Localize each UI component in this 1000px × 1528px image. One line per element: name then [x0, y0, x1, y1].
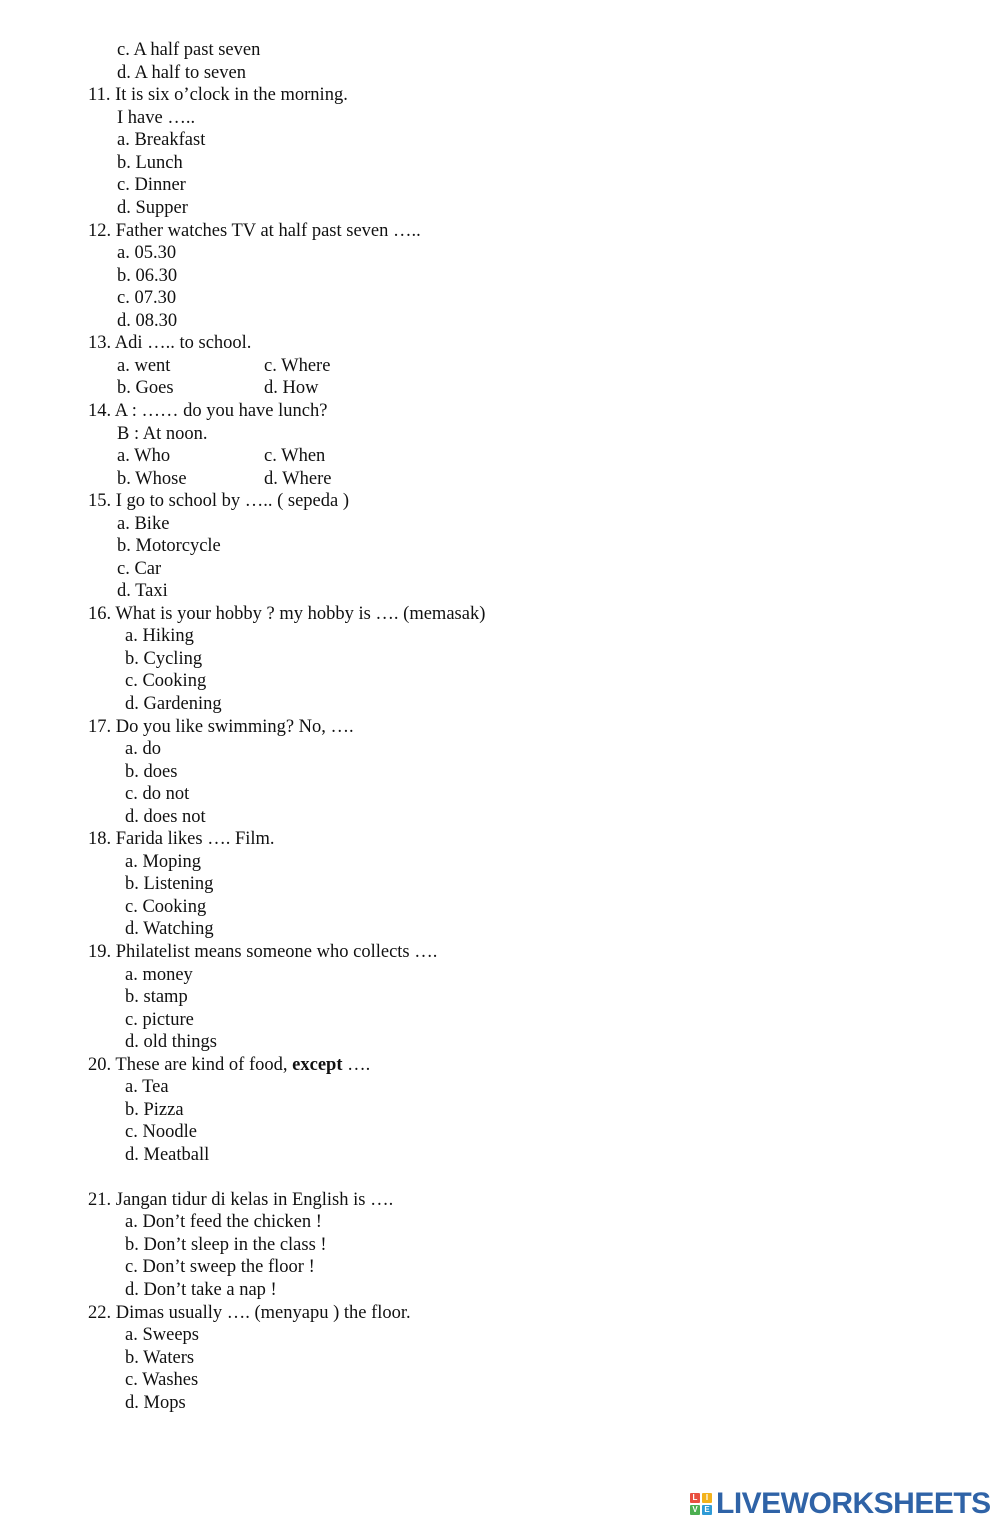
option-line: c. Washes — [125, 1370, 199, 1390]
liveworksheets-logo — [690, 1487, 991, 1521]
option-line: c. When — [264, 446, 326, 466]
option-line: d. Watching — [125, 919, 214, 939]
option-line: d. Where — [264, 469, 332, 489]
logo-square: E — [702, 1505, 712, 1515]
option-line: c. Cooking — [125, 897, 207, 917]
option-line: c. 07.30 — [117, 288, 177, 308]
question-text: 20. These are kind of food, — [88, 1055, 293, 1075]
emphasis-text: except — [292, 1055, 343, 1075]
option-line: d. Taxi — [117, 581, 168, 601]
option-line: a. Moping — [125, 852, 202, 872]
question-20 — [88, 1054, 370, 1076]
option-line: b. Pizza — [125, 1100, 184, 1120]
option-line: c. Dinner — [117, 175, 186, 195]
option-line: b. Listening — [125, 874, 214, 894]
option-line: a. do — [125, 739, 161, 759]
question-text: …. — [342, 1055, 371, 1075]
option-line: c. Where — [264, 356, 331, 376]
question-18: 18. Farida likes …. Film. — [88, 829, 275, 849]
option-line: d. 08.30 — [117, 311, 178, 331]
option-line: a. Hiking — [125, 626, 194, 646]
option-line: a. money — [125, 965, 193, 985]
question-22: 22. Dimas usually …. (menyapu ) the floor. — [88, 1303, 411, 1323]
option-line: d. Supper — [117, 198, 188, 218]
question-12: 12. Father watches TV at half past seven ….. — [88, 221, 421, 241]
option-line: b. Don’t sleep in the class ! — [125, 1235, 327, 1255]
option-line: c. Noodle — [125, 1122, 197, 1142]
option-line: a. Breakfast — [117, 130, 206, 150]
option-line: d. Meatball — [125, 1145, 210, 1165]
question-11: 11. It is six o’clock in the morning. — [88, 85, 348, 105]
option-line: b. Lunch — [117, 153, 183, 173]
option-line: c. A half past seven — [117, 40, 261, 60]
option-line: d. Mops — [125, 1393, 186, 1413]
question-17: 17. Do you like swimming? No, …. — [88, 717, 354, 737]
option-line: a. Bike — [117, 514, 170, 534]
logo-square: I — [702, 1493, 712, 1503]
option-line: b. Goes — [117, 378, 174, 398]
option-line: a. Who — [117, 446, 171, 466]
option-line: d. Gardening — [125, 694, 222, 714]
option-line: d. How — [264, 378, 319, 398]
question-15: 15. I go to school by ….. ( sepeda ) — [88, 491, 350, 511]
option-line: c. Cooking — [125, 671, 207, 691]
question-14: 14. A : …… do you have lunch? — [88, 401, 328, 421]
option-line: a. Don’t feed the chicken ! — [125, 1212, 322, 1232]
question-16: 16. What is your hobby ? my hobby is …. (memasak) — [88, 604, 486, 624]
option-line: b. Motorcycle — [117, 536, 221, 556]
option-line: c. Don’t sweep the floor ! — [125, 1257, 315, 1277]
option-line: c. Car — [117, 559, 162, 579]
option-line: d. Don’t take a nap ! — [125, 1280, 277, 1300]
option-line: b. stamp — [125, 987, 188, 1007]
option-line: a. went — [117, 356, 171, 376]
option-line: b. 06.30 — [117, 266, 178, 286]
option-line: b. Waters — [125, 1348, 195, 1368]
question-line: I have ….. — [117, 108, 196, 128]
option-line: d. A half to seven — [117, 63, 246, 83]
option-line: a. 05.30 — [117, 243, 177, 263]
logo-mark-icon — [690, 1493, 712, 1515]
option-line: a. Tea — [125, 1077, 169, 1097]
option-line: d. does not — [125, 807, 206, 827]
option-line: b. Cycling — [125, 649, 203, 669]
question-13: 13. Adi ….. to school. — [88, 333, 252, 353]
question-21: 21. Jangan tidur di kelas in English is …. — [88, 1190, 394, 1210]
option-line: c. picture — [125, 1010, 194, 1030]
option-line: b. Whose — [117, 469, 187, 489]
option-line: b. does — [125, 762, 178, 782]
logo-square: L — [690, 1493, 700, 1503]
question-19: 19. Philatelist means someone who collects …. — [88, 942, 438, 962]
option-line: c. do not — [125, 784, 190, 804]
question-line: B : At noon. — [117, 424, 208, 444]
option-line: d. old things — [125, 1032, 217, 1052]
logo-square: V — [690, 1505, 700, 1515]
option-line: a. Sweeps — [125, 1325, 199, 1345]
logo-text: LIVEWORKSHEETS — [716, 1487, 991, 1520]
